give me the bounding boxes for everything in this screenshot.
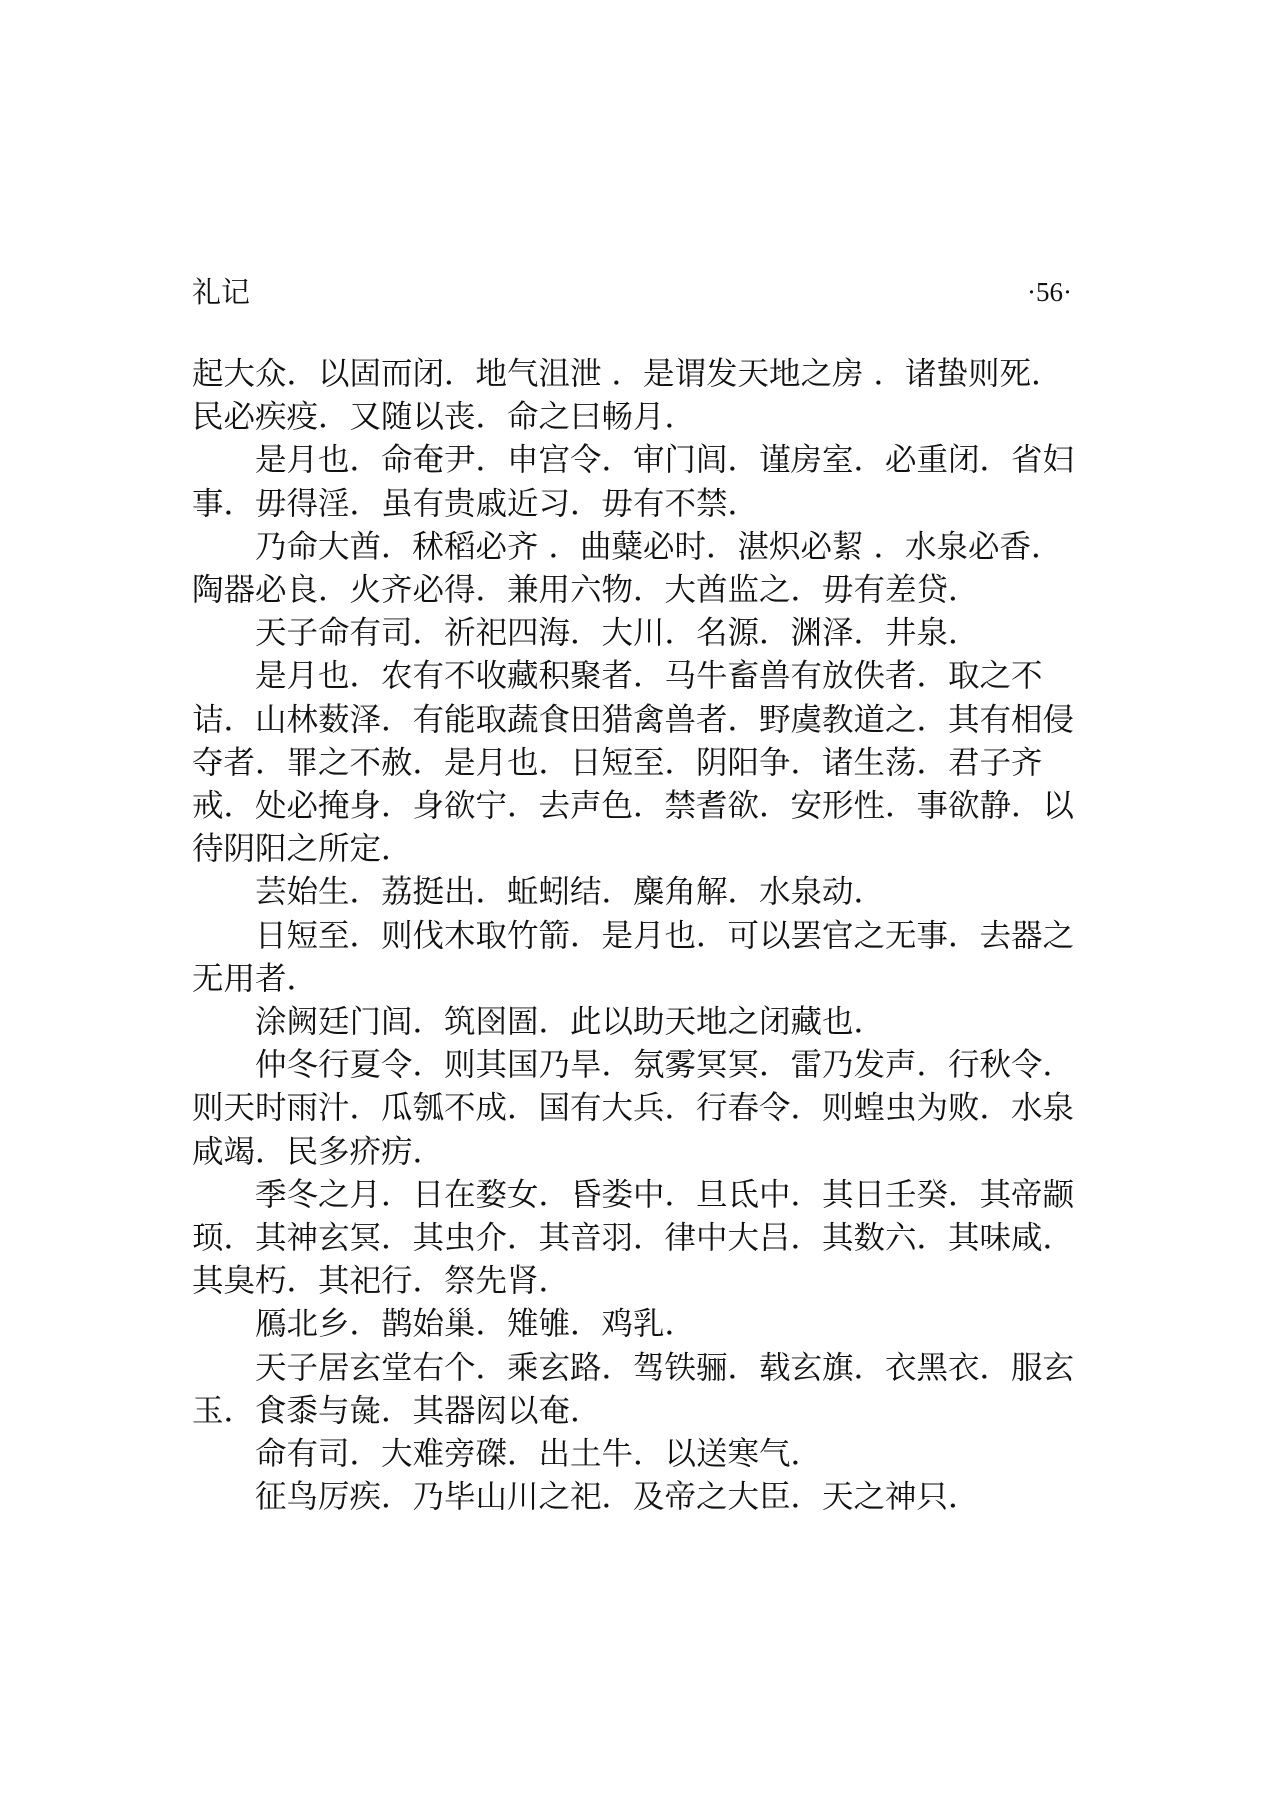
paragraph: 起大众．以固而闭．地气沮泄 ．是谓发天地之房 ．诸蛰则死．民必疾疫．又随以丧．命之曰畅月． bbox=[192, 356, 1063, 436]
paragraph: 日短至．则伐木取竹箭．是月也．可以罢官之无事．去器之无用者． bbox=[192, 917, 1075, 997]
page-header bbox=[192, 272, 1072, 312]
paragraph: 鴈北乡．鹊始巢．雉雊．鸡乳． bbox=[255, 1306, 697, 1343]
paragraph: 季冬之月．日在婺女．昏娄中．旦氐中．其日壬癸．其帝颛顼．其神玄冥．其虫介．其音羽．律中大吕．其数六．其味咸．其臭朽．其祀行．祭先肾． bbox=[192, 1176, 1075, 1300]
page-number: ·56· bbox=[1027, 277, 1072, 307]
body-text bbox=[192, 353, 1092, 1519]
paragraph: 仲冬行夏令．则其国乃旱．氛雾冥冥．雷乃发声．行秋令．则天时雨汁．瓜瓠不成．国有大兵．行春令．则蝗虫为败．水泉咸竭．民多疥疠． bbox=[192, 1047, 1075, 1170]
paragraph: 征鸟厉疾．乃毕山川之祀．及帝之大臣．天之神只． bbox=[255, 1479, 980, 1516]
paragraph: 乃命大酋．秫稻必齐 ．曲糵必时．湛炽必絜 ．水泉必香．陶器必良．火齐必得．兼用六物．大酋监之．毋有差贷． bbox=[192, 528, 1063, 609]
book-title: 礼记 bbox=[192, 275, 251, 309]
paragraph: 涂阙廷门闾．筑囹圄．此以助天地之闭藏也． bbox=[255, 1004, 886, 1041]
paragraph: 命有司．大难旁磔．出土牛．以送寒气． bbox=[255, 1436, 823, 1473]
paragraph: 天子居玄堂右个．乘玄路．驾铁骊．载玄旗．衣黑衣．服玄玉．食黍与彘．其器闳以奄． bbox=[192, 1349, 1075, 1429]
paragraph: 是月也．农有不收藏积聚者．马牛畜兽有放佚者．取之不诘．山林薮泽．有能取蔬食田猎禽兽者．野虞教道之．其有相侵夺者．罪之不赦．是月也．日短至．阴阳争．诸生荡．君子齐戒．处必掩身．身欲宁．去声色．禁耆欲．安形性．事欲静．以待阴阳之所定． bbox=[192, 658, 1075, 868]
paragraph: 天子命有司．祈祀四海．大川．名源．渊泽．井泉． bbox=[255, 615, 980, 652]
paragraph: 芸始生．荔挺出．蚯蚓结．麋角解．水泉动． bbox=[255, 874, 886, 911]
paragraph: 是月也．命奄尹．申宫令．审门闾．谨房室．必重闭．省妇事．毋得淫．虽有贵戚近习．毋有不禁． bbox=[192, 442, 1075, 522]
